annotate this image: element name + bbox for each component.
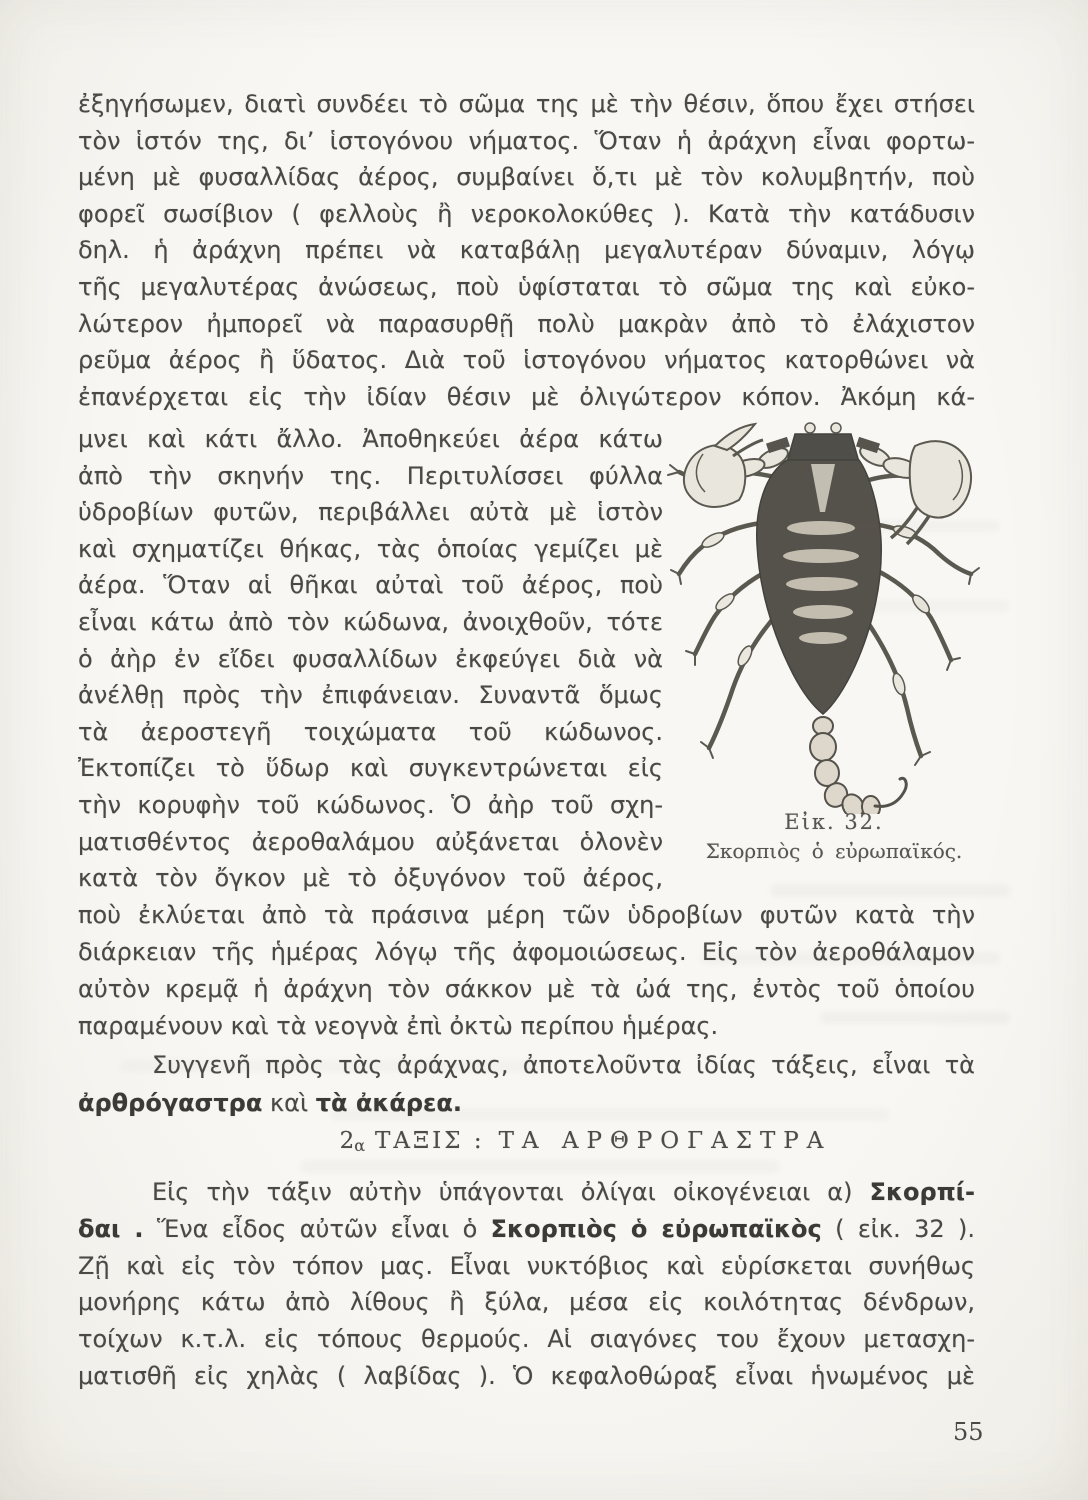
text-line: λώτερον ἠμπορεῖ νὰ παρασυρθῇ πολὺ μακρὰν ἀπὸ τὸ ἐλάχιστον [78,309,975,338]
text-line: ρεῦμα ἀέρος ἢ ὕδατος. Διὰ τοῦ ἱστογόνου νήματος κατορθώνει νὰ [78,346,975,375]
text-line: ποὺ ἐκλύεται ἀπὸ τὰ πράσινα μέρη τῶν ὑδροβίων φυτῶν κατὰ τὴν [78,901,975,929]
paragraph-beside-figure [78,421,663,897]
bleed-through-artifact [120,1060,540,1072]
text-line: μνει καὶ κάτι ἄλλο. Ἀποθηκεύει ἀέρα κάτω [78,425,663,453]
scorpion-engraving-icon [653,416,1008,814]
heading-title: ΤΑ ΑΡΘΡΟΓΑΣΤΡΑ [498,1128,832,1154]
figure-caption-text: Σκορπιὸς ὁ εὐρωπαϊκός. [705,839,963,863]
text-line: ἀπὸ τὴν σκηνήν της. Περιτυλίσσει φύλλα [78,461,663,490]
text-line: μονήρης κάτω ἀπὸ λίθους ἢ ξύλα, μέσα εἰς κοιλότητας δένδρων, [78,1288,975,1317]
section-heading [78,1128,975,1155]
bleed-through-artifact [300,1160,780,1173]
bold-term: τὰ ἀκάρεα. [315,1089,463,1117]
text-line: τῆς μεγαλυτέρας ἀνώσεως, ποὺ ὑφίσταται τὸ σῶμα της καὶ εὐκο- [78,272,975,301]
text-segment: καὶ [262,1089,316,1117]
text-line: τὰ ἀεροστεγῆ τοιχώματα τοῦ κώδωνος. [78,717,663,746]
bold-term: Σκορπιὸς ὁ εὐρωπαϊκὸς [490,1214,822,1243]
figure-caption-number: Εἰκ. 32. [784,810,884,834]
bold-term: ἀρθρόγαστρα [78,1089,263,1117]
bleed-through-artifact [770,884,1010,897]
heading-number-suffix: α [354,1136,366,1155]
text-line: αὐτὸν κρεμᾷ ἡ ἀράχνη τὸν σάκκον μὲ τὰ ὠά της, ἐντὸς τοῦ ὁποίου [78,975,975,1003]
text-line: Συγγενῆ πρὸς τὰς ἀράχνας, ἀποτελοῦντα ἰδίας τάξεις, εἶναι τὰ [152,1051,975,1079]
text-line: ἐξηγήσωμεν, διατὶ συνδέει τὸ σῶμα της μὲ τὴν θέσιν, ὅπου ἔχει στήσει [78,90,975,118]
text-line: ὁ ἀὴρ ἐν εἴδει φυσαλλίδων ἐκφεύγει διὰ νὰ [78,644,663,673]
text-line: καὶ σχηματίζει θήκας, τὰς ὁποίας γεμίζει μὲ [78,534,663,563]
bleed-through-artifact [700,952,1000,964]
text-line: εἶναι κάτω ἀπὸ τὸν κώδωνα, ἀνοιχθοῦν, τότε [78,607,663,636]
text-line: φορεῖ σωσίβιον ( φελλοὺς ἢ νεροκολοκύθες ). Κατὰ τὴν κατάδυσιν [78,199,975,228]
text-line [78,1174,975,1211]
text-line: ὑδροβίων φυτῶν, περιβάλλει αὐτὰ μὲ ἱστὸν [78,498,663,527]
text-line: διάρκειαν τῆς ἡμέρας λόγῳ τῆς ἀφομοιώσεως. Εἰς τὸν ἀεροθάλαμον [78,938,975,966]
text-line: μένη μὲ φυσαλλίδας ἀέρος, συμβαίνει ὅ,τι μὲ τὸν κολυμβητήν, ποὺ [78,163,975,192]
page-number: 55 [953,1418,984,1446]
text-line: παραμένουν καὶ τὰ νεογνὰ ἐπὶ ὀκτὼ περίπου ἡμέρας. [78,1012,719,1040]
text-line: ἀέρα. Ὅταν αἱ θῆκαι αὐταὶ τοῦ ἀέρος, ποὺ [78,571,663,600]
bleed-through-artifact [840,520,1000,532]
bleed-through-artifact [820,1012,1010,1024]
text-line: κατὰ τὸν ὄγκον μὲ τὸ ὀξυγόνον τοῦ ἀέρος, [78,864,663,893]
text-line [78,1211,975,1248]
bleed-through-artifact [860,600,1010,612]
text-line: δηλ. ἡ ἀράχνη πρέπει νὰ καταβάλῃ μεγαλυτέραν δύναμιν, λόγῳ [78,236,975,265]
text-line: ματισθῆ εἰς χηλὰς ( λαβίδας ). Ὁ κεφαλοθώραξ εἶναι ἡνωμένος μὲ [78,1361,975,1390]
paragraph-scorpions [78,1174,975,1395]
text-line: ἀνέλθῃ πρὸς τὴν ἐπιφάνειαν. Συναντᾶ ὅμως [78,681,663,710]
text-line: Ζῇ καὶ εἰς τὸν τόπον μας. Εἶναι νυκτόβιος καὶ εὑρίσκεται συνήθως [78,1251,975,1280]
text-line: ἐπανέρχεται εἰς τὴν ἰδίαν θέσιν μὲ ὀλιγώτερον κόπον. Ἀκόμη κά- [78,382,975,411]
text-segment: Ἕνα εἶδος αὐτῶν εἶναι ὁ [143,1214,491,1243]
text-line: τὴν κορυφὴν τοῦ κώδωνος. Ὁ ἀὴρ τοῦ σχη- [78,790,663,819]
heading-number: 2 [339,1128,355,1154]
text-line: Ἐκτοπίζει τὸ ὕδωρ καὶ συγκεντρώνεται εἰς [78,754,663,783]
bleed-through-artifact [330,1108,890,1121]
bold-term: Σκορπί- [869,1178,975,1206]
bold-term: δαι . [78,1214,144,1243]
figure-caption [658,810,1010,863]
figure-scorpion [653,416,1008,814]
text-line: τὸν ἱστόν της, δι’ ἱστογόνου νήματος. Ὅταν ἡ ἀράχνη εἶναι φορτω- [78,126,975,155]
text-line: τοίχων κ.τ.λ. εἰς τόπους θερμούς. Αἱ σιαγόνες του ἔχουν μετασχη- [78,1325,975,1354]
paragraph-top [78,86,975,415]
text-segment: ( εἰκ. 32 ). [821,1214,975,1243]
text-line: ματισθέντος ἀεροθαλάμου αὐξάνεται ὁλονὲν [78,827,663,856]
heading-taxis: ΤΑΞΙΣ : [375,1128,485,1154]
text-segment: Εἰς τὴν τάξιν αὐτὴν ὑπάγονται ὀλίγαι οἰκογένειαι α) [152,1178,870,1206]
